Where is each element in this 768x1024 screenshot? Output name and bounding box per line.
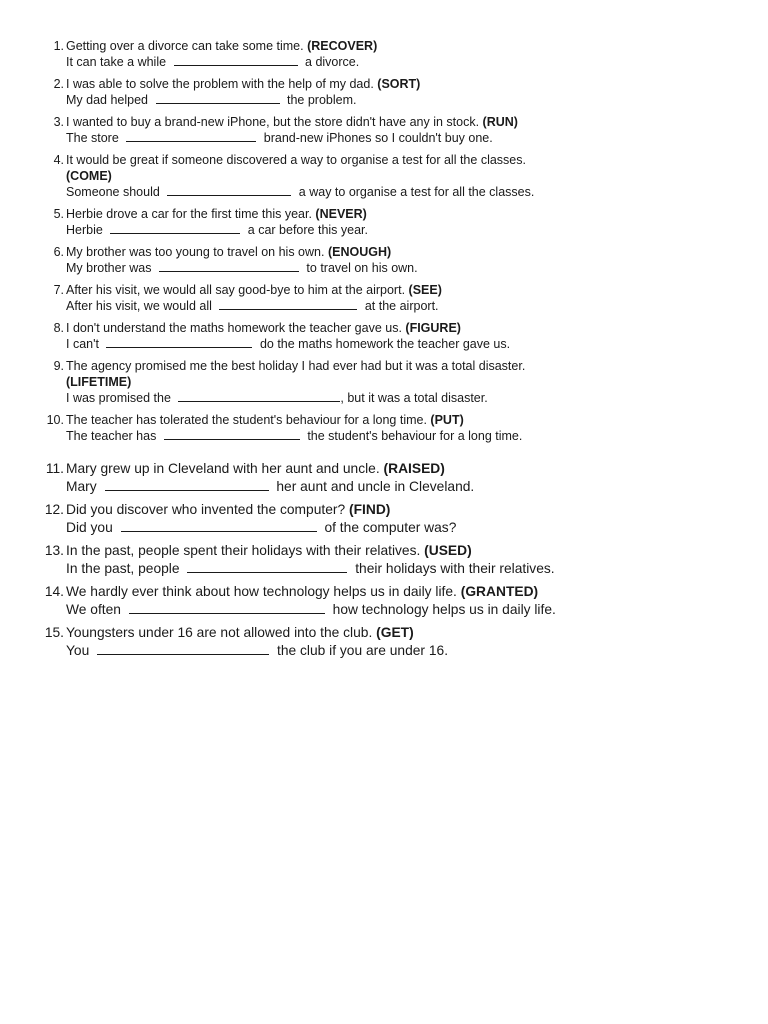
answer-line bbox=[66, 260, 744, 276]
prompt-line bbox=[66, 501, 744, 519]
answer-before: We often bbox=[66, 602, 121, 617]
answer-before: My brother was bbox=[66, 261, 152, 275]
answer-before: Did you bbox=[66, 520, 113, 535]
prompt-text: I don't understand the maths homework the teacher gave us. bbox=[66, 321, 402, 335]
answer-after: the club if you are under 16. bbox=[276, 643, 449, 658]
prompt-text: I was able to solve the problem with the help of my dad. bbox=[66, 77, 374, 91]
keyword: (RAISED) bbox=[383, 461, 445, 476]
prompt-text: I wanted to buy a brand-new iPhone, but the store didn't have any in stock. bbox=[66, 115, 480, 129]
item-number: 3. bbox=[53, 115, 64, 129]
prompt-text: Mary grew up in Cleveland with her aunt and uncle. bbox=[66, 461, 380, 476]
prompt-text: It would be great if someone discovered a way to organise a test for all the classes. bbox=[66, 153, 526, 167]
exercise-item bbox=[44, 282, 744, 314]
item-number: 1. bbox=[53, 39, 64, 53]
prompt-text: Youngsters under 16 are not allowed into the club. bbox=[66, 625, 373, 640]
answer-after: a car before this year. bbox=[247, 223, 368, 237]
exercise-worksheet bbox=[44, 38, 744, 665]
keyword: (PUT) bbox=[430, 413, 464, 427]
prompt-line bbox=[66, 358, 744, 374]
prompt-line bbox=[66, 152, 744, 168]
exercise-item bbox=[44, 76, 744, 108]
item-number: 15. bbox=[44, 625, 64, 640]
item-number: 9. bbox=[53, 359, 64, 373]
prompt-line bbox=[66, 412, 744, 428]
answer-after: at the airport. bbox=[364, 299, 439, 313]
answer-blank[interactable] bbox=[106, 336, 252, 348]
answer-after: of the computer was? bbox=[324, 520, 457, 535]
prompt-text: Getting over a divorce can take some time. bbox=[66, 39, 304, 53]
prompt-text: Did you discover who invented the computer? bbox=[66, 502, 346, 517]
answer-before: After his visit, we would all bbox=[66, 299, 212, 313]
keyword: (NEVER) bbox=[315, 207, 367, 221]
keyword: (RUN) bbox=[482, 115, 518, 129]
answer-blank[interactable] bbox=[219, 298, 357, 310]
prompt-line bbox=[66, 460, 744, 478]
prompt-line bbox=[66, 282, 744, 298]
prompt-text: We hardly ever think about how technology helps us in daily life. bbox=[66, 584, 457, 599]
answer-line bbox=[66, 54, 744, 70]
exercise-item bbox=[44, 114, 744, 146]
prompt-line bbox=[66, 76, 744, 92]
prompt-text: The agency promised me the best holiday I had ever had but it was a total disaster. bbox=[66, 359, 526, 373]
keyword: (ENOUGH) bbox=[327, 245, 392, 259]
answer-after: the student's behaviour for a long time. bbox=[307, 429, 523, 443]
answer-before: In the past, people bbox=[66, 561, 180, 576]
answer-blank[interactable] bbox=[105, 479, 269, 491]
answer-blank[interactable] bbox=[164, 428, 300, 440]
exercise-item bbox=[44, 358, 744, 406]
keyword: (FIGURE) bbox=[405, 321, 461, 335]
keyword: (FIND) bbox=[349, 502, 391, 517]
item-number: 12. bbox=[44, 502, 64, 517]
answer-before: Herbie bbox=[66, 223, 103, 237]
answer-before: I was promised the bbox=[66, 391, 171, 405]
prompt-line bbox=[66, 244, 744, 260]
answer-before: Mary bbox=[66, 479, 97, 494]
item-number: 7. bbox=[53, 283, 64, 297]
answer-blank[interactable] bbox=[156, 92, 280, 104]
exercise-item bbox=[44, 152, 744, 200]
answer-before: The teacher has bbox=[66, 429, 157, 443]
answer-before: It can take a while bbox=[66, 55, 167, 69]
answer-after: the problem. bbox=[286, 93, 357, 107]
exercise-item bbox=[44, 320, 744, 352]
answer-after: to travel on his own. bbox=[306, 261, 418, 275]
answer-line bbox=[66, 390, 744, 406]
item-number: 6. bbox=[53, 245, 64, 259]
exercise-item bbox=[44, 624, 744, 660]
keyword: (SORT) bbox=[377, 77, 421, 91]
answer-after: her aunt and uncle in Cleveland. bbox=[276, 479, 475, 494]
answer-line bbox=[66, 184, 744, 200]
keyword-line bbox=[66, 374, 744, 390]
keyword: (RECOVER) bbox=[307, 39, 378, 53]
answer-blank[interactable] bbox=[187, 561, 347, 573]
exercise-item bbox=[44, 501, 744, 537]
prompt-text: My brother was too young to travel on his own. bbox=[66, 245, 325, 259]
prompt-line bbox=[66, 320, 744, 336]
answer-line bbox=[66, 298, 744, 314]
answer-line bbox=[66, 92, 744, 108]
answer-blank[interactable] bbox=[174, 54, 298, 66]
prompt-text: After his visit, we would all say good-bye to him at the airport. bbox=[66, 283, 406, 297]
prompt-text: In the past, people spent their holidays with their relatives. bbox=[66, 543, 421, 558]
prompt-line bbox=[66, 583, 744, 601]
answer-after: a way to organise a test for all the classes. bbox=[298, 185, 535, 199]
answer-blank[interactable] bbox=[121, 520, 317, 532]
item-number: 8. bbox=[53, 321, 64, 335]
item-number: 14. bbox=[44, 584, 64, 599]
prompt-line bbox=[66, 206, 744, 222]
item-number: 10. bbox=[46, 413, 64, 427]
answer-before: I can't bbox=[66, 337, 99, 351]
keyword: (USED) bbox=[424, 543, 472, 558]
prompt-text: Herbie drove a car for the first time this year. bbox=[66, 207, 312, 221]
answer-before: You bbox=[66, 643, 90, 658]
prompt-text: The teacher has tolerated the student's behaviour for a long time. bbox=[66, 413, 427, 427]
answer-line bbox=[66, 222, 744, 238]
answer-before: Someone should bbox=[66, 185, 160, 199]
answer-line bbox=[66, 560, 744, 578]
keyword-line bbox=[66, 168, 744, 184]
keyword: (COME) bbox=[66, 169, 112, 183]
answer-line bbox=[66, 130, 744, 146]
answer-line bbox=[66, 336, 744, 352]
answer-blank[interactable] bbox=[97, 643, 269, 655]
keyword: (GRANTED) bbox=[460, 584, 539, 599]
item-number: 2. bbox=[53, 77, 64, 91]
exercise-item bbox=[44, 460, 744, 496]
exercise-item bbox=[44, 542, 744, 578]
answer-line bbox=[66, 519, 744, 537]
prompt-line bbox=[66, 542, 744, 560]
exercise-item bbox=[44, 583, 744, 619]
section-gap bbox=[44, 450, 744, 460]
item-number: 13. bbox=[44, 543, 64, 558]
exercise-item bbox=[44, 38, 744, 70]
answer-after: do the maths homework the teacher gave us. bbox=[259, 337, 511, 351]
exercise-item bbox=[44, 244, 744, 276]
answer-after: how technology helps us in daily life. bbox=[332, 602, 556, 617]
answer-blank[interactable] bbox=[167, 184, 291, 196]
answer-blank[interactable] bbox=[159, 260, 299, 272]
answer-blank[interactable] bbox=[126, 130, 256, 142]
keyword: (LIFETIME) bbox=[66, 375, 132, 389]
keyword: (GET) bbox=[376, 625, 414, 640]
exercise-item bbox=[44, 412, 744, 444]
answer-blank[interactable] bbox=[110, 222, 240, 234]
answer-after: , but it was a total disaster. bbox=[340, 391, 488, 405]
answer-blank[interactable] bbox=[129, 602, 325, 614]
answer-line bbox=[66, 601, 744, 619]
item-number: 11. bbox=[45, 461, 64, 476]
answer-blank[interactable] bbox=[178, 390, 340, 402]
answer-before: My dad helped bbox=[66, 93, 149, 107]
prompt-line bbox=[66, 38, 744, 54]
prompt-line bbox=[66, 624, 744, 642]
answer-line bbox=[66, 642, 744, 660]
exercise-item bbox=[44, 206, 744, 238]
answer-after: brand-new iPhones so I couldn't buy one. bbox=[263, 131, 493, 145]
item-number: 4. bbox=[53, 153, 64, 167]
answer-after: their holidays with their relatives. bbox=[355, 561, 555, 576]
answer-after: a divorce. bbox=[305, 55, 360, 69]
answer-line bbox=[66, 478, 744, 496]
prompt-line bbox=[66, 114, 744, 130]
item-number: 5. bbox=[53, 207, 64, 221]
keyword: (SEE) bbox=[408, 283, 442, 297]
answer-line bbox=[66, 428, 744, 444]
answer-before: The store bbox=[66, 131, 119, 145]
